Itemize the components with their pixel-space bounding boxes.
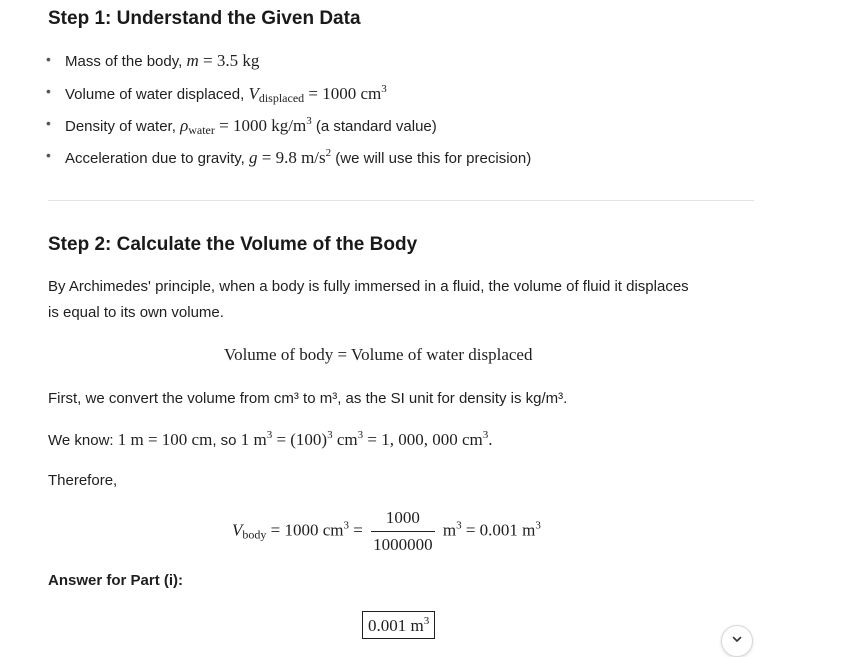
paragraph-line: is equal to its own volume. <box>48 304 224 321</box>
step1-title: Step 1: Understand the Given Data <box>48 8 361 29</box>
list-item: • Mass of the body, m = 3.5 kg <box>48 51 259 71</box>
paragraph-therefore: Therefore, <box>48 472 118 489</box>
section-divider <box>48 200 754 201</box>
list-item: • Volume of water displaced, $V_{displaced} = 1000$ $cm^3$ <box>48 83 387 106</box>
chevron-down-icon <box>731 632 743 650</box>
equation-volume-of-body: Volume of body = Volume of water displaced <box>224 345 533 364</box>
scroll-down-button[interactable] <box>721 625 753 657</box>
list-item: • Density of water, $\rho_{water} = 1000$ $kg/m^3$ (a standard value) <box>48 115 437 138</box>
step2-title: Step 2: Calculate the Volume of the Body <box>48 234 418 255</box>
boxed-answer: 0.001 $m^3$ <box>362 615 435 636</box>
paragraph-line: By Archimedes' principle, when a body is fully immersed in a fluid, the volume of fluid it displaces <box>48 278 689 295</box>
paragraph-we-know: We know: 1 m = 100 cm, so 1 $m^3 = (100)^3$ $cm^3 = 1$, 000, 000 $cm^3$. <box>48 429 493 449</box>
answer-label: Answer for Part (i): <box>48 572 184 589</box>
fraction: $\frac{1000}{1000000}$ <box>373 508 433 554</box>
equation-volume-conversion: $V_{body} = 1000$ $cm^3$ = $\frac{1000}{1000000}$ $m^3 = 0.001$ $m^3$ <box>232 508 541 554</box>
paragraph-convert-units: First, we convert the volume from cm³ to m³, as the SI unit for density is kg/m³. <box>48 390 568 407</box>
list-item: • Acceleration due to gravity, g = 9.8 $m/s^2$ (we will use this for precision) <box>48 147 531 168</box>
